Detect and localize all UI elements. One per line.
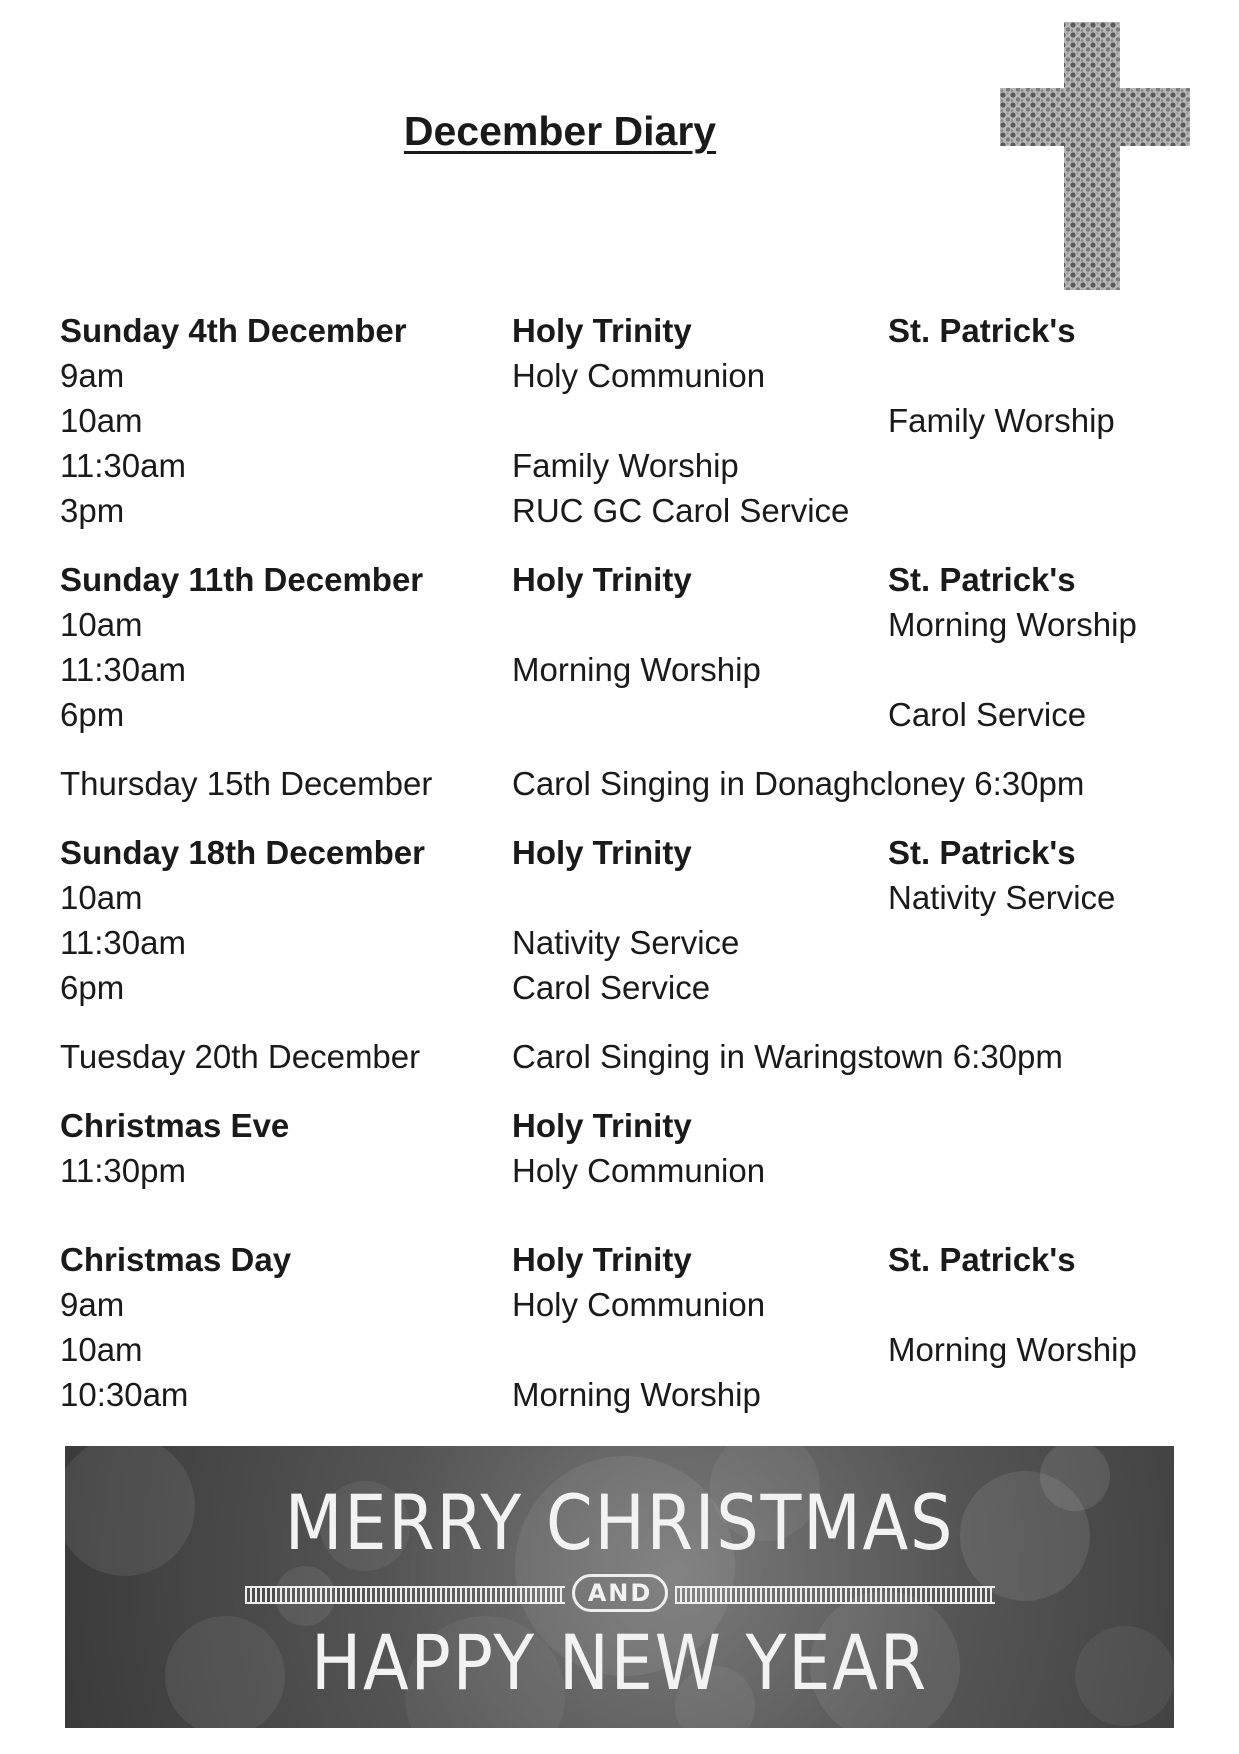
date-heading: Sunday 18th December (60, 834, 425, 871)
diary-section-christmas-day (60, 1237, 1190, 1417)
st-patricks-service (888, 647, 1190, 692)
service-time: 10am (60, 606, 143, 643)
service-time: 9am (60, 357, 125, 394)
banner-rule-left (245, 1586, 565, 1604)
church-heading-st-patricks: St. Patrick's (888, 1241, 1076, 1278)
date-heading: Sunday 11th December (60, 561, 424, 598)
section-header-row (60, 557, 1190, 602)
diary-section-sunday-11th (60, 557, 1190, 737)
church-heading-st-patricks: St. Patrick's (888, 834, 1076, 871)
holy-trinity-service: Holy Communion (512, 1152, 766, 1189)
service-row (60, 1372, 1190, 1417)
holy-trinity-service: Morning Worship (512, 651, 761, 688)
service-row (60, 875, 1190, 920)
service-row (60, 443, 1190, 488)
st-patricks-service: Morning Worship (888, 606, 1137, 643)
holy-trinity-service: Holy Communion (512, 357, 766, 394)
st-patricks-service: Carol Service (888, 696, 1087, 733)
christmas-banner (65, 1446, 1174, 1728)
diary-section-christmas-eve (60, 1103, 1190, 1193)
service-time: 11:30pm (60, 1152, 186, 1189)
date-label: Tuesday 20th December (60, 1038, 421, 1075)
service-time: 9am (60, 1286, 125, 1323)
diary-section-sunday-4th (60, 308, 1190, 533)
service-time: 10:30am (60, 1376, 189, 1413)
st-patricks-service: Family Worship (888, 402, 1115, 439)
service-time: 3pm (60, 492, 125, 529)
banner-and-divider (245, 1574, 995, 1614)
st-patricks-service (888, 965, 1190, 1010)
event-row (60, 761, 1190, 806)
diary-section-sunday-18th (60, 830, 1190, 1010)
section-header-row (60, 308, 1190, 353)
church-heading-holy-trinity: Holy Trinity (512, 1107, 692, 1144)
church-heading-holy-trinity: Holy Trinity (512, 834, 692, 871)
service-row (60, 920, 1190, 965)
date-heading: Christmas Eve (60, 1107, 290, 1144)
holy-trinity-service: RUC GC Carol Service (512, 492, 850, 529)
st-patricks-service (888, 1282, 1190, 1327)
holy-trinity-service (512, 875, 888, 920)
holy-trinity-service (512, 692, 888, 737)
holy-trinity-service (512, 602, 888, 647)
cross-icon (1000, 22, 1190, 290)
service-time: 10am (60, 1331, 143, 1368)
service-time: 10am (60, 879, 143, 916)
service-time: 11:30am (60, 447, 186, 484)
holy-trinity-service (512, 1327, 888, 1372)
st-patricks-service (888, 488, 1190, 533)
service-time: 11:30am (60, 651, 186, 688)
church-heading-st-patricks (888, 1103, 1190, 1148)
service-row (60, 602, 1190, 647)
service-row (60, 647, 1190, 692)
st-patricks-service (888, 920, 1190, 965)
service-time: 11:30am (60, 924, 186, 961)
service-time: 10am (60, 402, 143, 439)
holy-trinity-service: Nativity Service (512, 924, 740, 961)
event-text: Carol Singing in Donaghcloney 6:30pm (512, 765, 1085, 802)
service-row (60, 1327, 1190, 1372)
church-heading-holy-trinity: Holy Trinity (512, 312, 692, 349)
service-time: 6pm (60, 696, 125, 733)
service-row (60, 398, 1190, 443)
date-label: Thursday 15th December (60, 765, 433, 802)
service-row (60, 1148, 1190, 1193)
banner-and: AND (572, 1574, 668, 1612)
service-row (60, 488, 1190, 533)
holy-trinity-service: Holy Communion (512, 1286, 766, 1323)
holy-trinity-service: Carol Service (512, 969, 711, 1006)
date-heading: Christmas Day (60, 1241, 292, 1278)
church-heading-holy-trinity: Holy Trinity (512, 1241, 692, 1278)
banner-happy-new-year: HAPPY NEW YEAR (310, 1618, 928, 1707)
banner-rule-right (675, 1586, 995, 1604)
date-heading: Sunday 4th December (60, 312, 407, 349)
service-row (60, 1282, 1190, 1327)
service-time: 6pm (60, 969, 125, 1006)
section-header-row (60, 1103, 1190, 1148)
section-header-row (60, 830, 1190, 875)
diary-section-thursday-15th (60, 761, 1190, 806)
st-patricks-service: Morning Worship (888, 1331, 1137, 1368)
holy-trinity-service (512, 398, 888, 443)
event-row (60, 1034, 1190, 1079)
church-heading-holy-trinity: Holy Trinity (512, 561, 692, 598)
diary-section-tuesday-20th (60, 1034, 1190, 1079)
section-header-row (60, 1237, 1190, 1282)
holy-trinity-service: Morning Worship (512, 1376, 761, 1413)
service-row (60, 353, 1190, 398)
service-row (60, 965, 1190, 1010)
service-row (60, 692, 1190, 737)
event-text: Carol Singing in Waringstown 6:30pm (512, 1038, 1063, 1075)
st-patricks-service: Nativity Service (888, 879, 1116, 916)
diary-schedule (60, 308, 1190, 1441)
st-patricks-service (888, 353, 1190, 398)
st-patricks-service (888, 443, 1190, 488)
banner-merry-christmas: MERRY CHRISTMAS (284, 1478, 955, 1567)
st-patricks-service (888, 1148, 1190, 1193)
church-heading-st-patricks: St. Patrick's (888, 312, 1076, 349)
page-title: December Diary (403, 108, 717, 154)
st-patricks-service (888, 1372, 1190, 1417)
church-heading-st-patricks: St. Patrick's (888, 561, 1076, 598)
holy-trinity-service: Family Worship (512, 447, 739, 484)
